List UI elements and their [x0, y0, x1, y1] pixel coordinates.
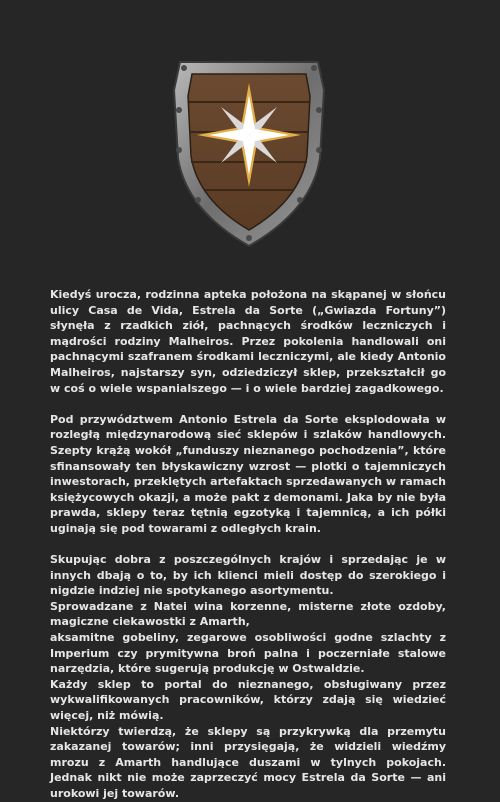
shield-emblem [160, 40, 338, 252]
lore-paragraph-3: Skupując dobra z poszczególnych krajów i sprzedając je w innych dbają o to, by ich klienci mieli dostęp do szerokiego i nigdzie indziej nie spotykanego asortymentu. [50, 553, 446, 598]
compass-star-shield-icon [160, 40, 338, 252]
lore-paragraph-1: Kiedyś urocza, rodzinna apteka położona na skąpanej w słońcu ulicy Casa de Vida, Estrela da Sorte („Gwiazda Fortuny”) słynęła z rzadkich ziół, pachnących środków leczniczych i mądrości rodziny Malheiros. Przez pokolenia handlowali oni pachnącymi szafranem środkami leczniczymi, ale kiedy Antonio Malheiros, najstarszy syn, odziedziczył sklep, przekształcił go w coś o wiele wspanialszego — i o wiele bardziej zagadkowego. [50, 288, 446, 395]
lore-paragraph-2: Pod przywództwem Antonio Estrela da Sorte eksplodowała w rozległą międzynarodową sieć sklepów i szlaków handlowych. Szepty krążą wokół „funduszy nieznanego pochodzenia”, które sfinansowały ten błyskawiczny wzrost — plotki o tajemniczych inwestorach, przeklętych artefaktach sprzedawanych w ramach księżycowych okazji, a może pakt z demonami. Jaka by nie była prawda, sklepy teraz tętnią egzotyką i tajemnicą, a ich półki uginają się pod towarami z odległych krain. [50, 412, 446, 535]
lore-text [50, 287, 446, 802]
lore-paragraph-7: Niektórzy twierdzą, że sklepy są przykrywką dla przemytu zakazanej towarów; inni przysięgają, że widzieli wiedźmy mrozu z Amarth handlujące duszami w tylnych pokojach. Jednak nikt nie może zaprzeczyć mocy Estrela da Sorte — ani urokowi jej towarów. [50, 724, 446, 800]
lore-paragraph-5: aksamitne gobeliny, zegarowe osobliwości godne szlachty z Imperium czy prymitywna broń palna i poczerniałe stalowe narzędzia, które sugerują produkcję w Ostwaldzie. [50, 631, 446, 676]
lore-paragraph-4: Sprowadzane z Natei wina korzenne, misterne złote ozdoby, magiczne ciekawostki z Amarth, [50, 599, 446, 629]
lore-paragraph-6: Każdy sklep to portal do nieznanego, obsługiwany przez wykwalifikowanych pracowników, którzy zdają się wiedzieć więcej, niż mówią. [50, 677, 446, 723]
